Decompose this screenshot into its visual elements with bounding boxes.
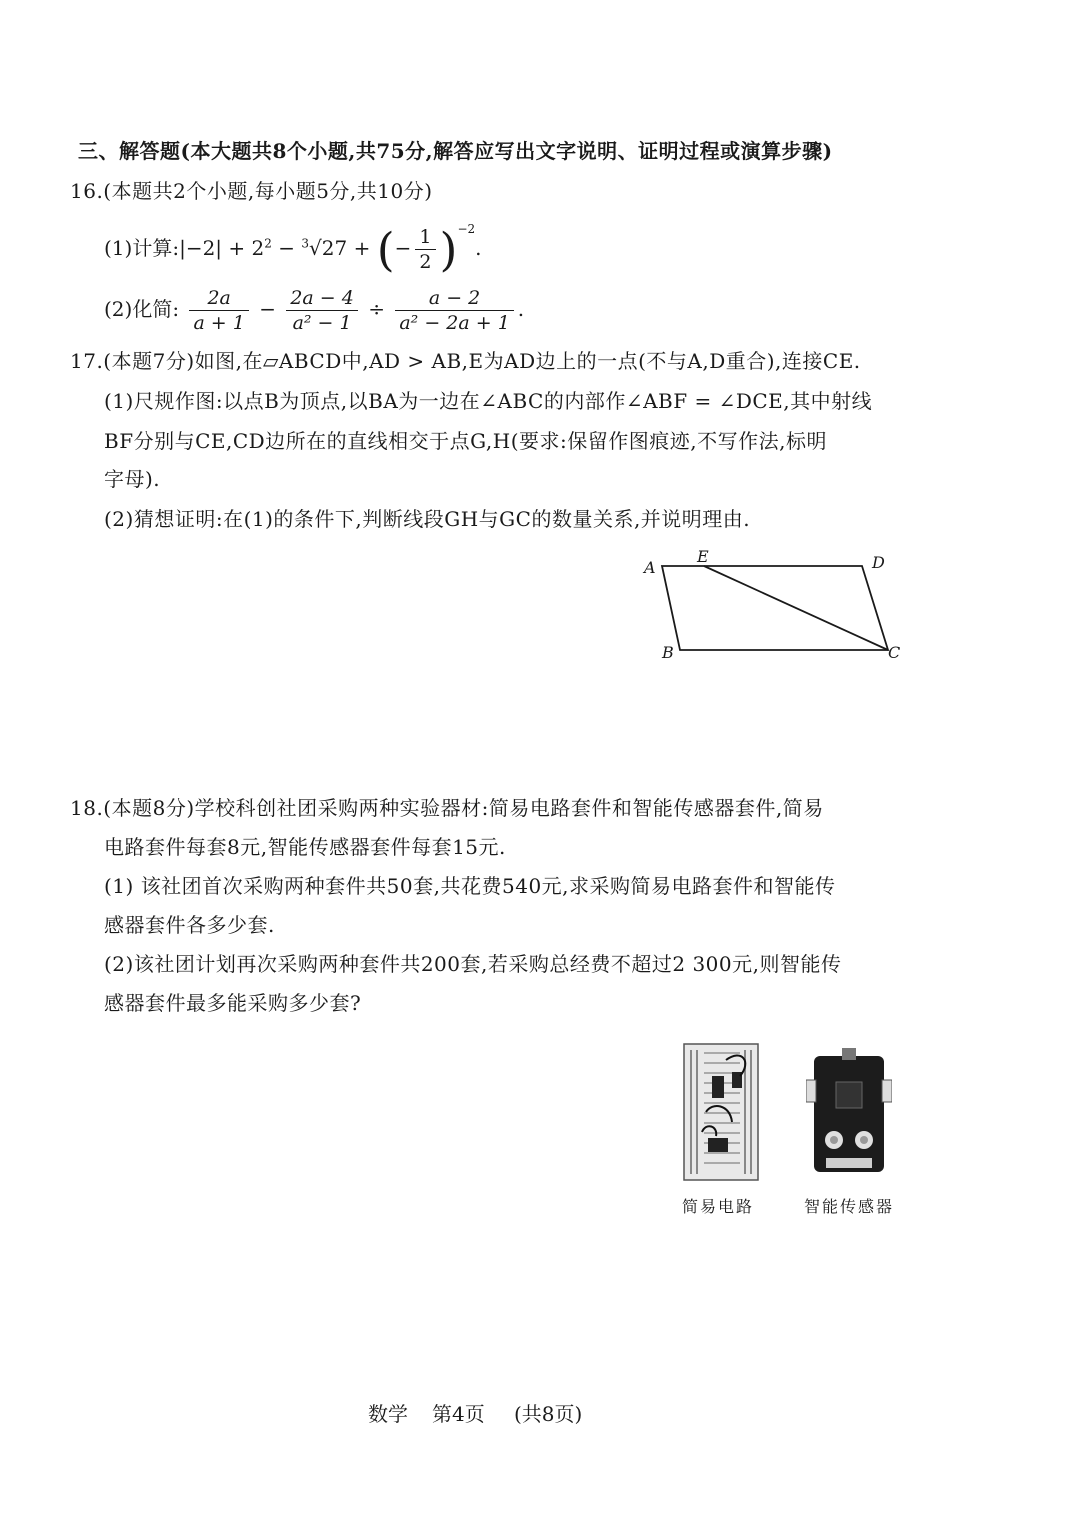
section-heading: 三、解答题(本大题共8个小题,共75分,解答应写出文字说明、证明过程或演算步骤) — [78, 139, 833, 163]
label-a: A — [644, 558, 656, 577]
q16-fraction-1 — [189, 286, 248, 335]
q16-exponent: 2 — [264, 236, 272, 251]
q17-line-5: (2)猜想证明:在(1)的条件下,判断线段GH与GC的数量关系,并说明理由. — [104, 507, 751, 531]
label-c: C — [888, 643, 901, 662]
q16-fraction-2 — [286, 286, 358, 335]
label-e: E — [697, 547, 709, 566]
segment-ce — [704, 566, 888, 650]
label-b: B — [662, 643, 674, 662]
q16-minus: − — [271, 236, 302, 260]
q17-line-2: (1)尺规作图:以点B为顶点,以BA为一边在∠ABC的内部作∠ABF = ∠DCE,其中射线 — [104, 389, 873, 413]
q16-part2-label: (2)化简: — [104, 297, 180, 321]
q17-line-1: 17.(本题7分)如图,在▱ABCD中,AD > AB,E为AD边上的一点(不与A,D重合),连接CE. — [70, 349, 861, 373]
frac-denominator: a + 1 — [193, 312, 245, 334]
footer-subject: 数学 — [368, 1402, 408, 1426]
frac-numerator: 2a − 4 — [286, 286, 358, 311]
q17-line-4: 字母). — [104, 467, 161, 491]
q16-neg-exponent: −2 — [457, 222, 476, 236]
q16-cube-root: √27 — [309, 236, 348, 260]
parallelogram-figure — [630, 540, 910, 670]
q16-half-fraction — [415, 225, 435, 274]
caption-smart-sensor: 智能传感器 — [804, 1197, 895, 1216]
q16-paren-close: ) — [439, 222, 458, 277]
q16-part1 — [104, 216, 482, 277]
q17-line-3: BF分别与CE,CD边所在的直线相交于点G,H(要求:保留作图痕迹,不写作法,标明 — [104, 429, 827, 453]
q16-part2 — [104, 286, 524, 335]
q16-plus-2: + — [347, 236, 377, 260]
frac-numerator: a − 2 — [395, 286, 513, 311]
parallelogram-abcd — [662, 566, 888, 650]
footer-page: 第4页 — [432, 1402, 485, 1426]
smart-sensor-image — [806, 1046, 892, 1176]
q16-abs: |−2| — [179, 236, 223, 260]
q18-line-4: 感器套件各多少套. — [104, 913, 275, 937]
q18-line-2: 电路套件每套8元,智能传感器套件每套15元. — [104, 835, 506, 859]
frac-numerator: 2a — [189, 286, 248, 311]
q16-paren-open: ( — [376, 222, 395, 277]
caption-simple-circuit: 简易电路 — [682, 1197, 755, 1216]
q16-plus: + 2 — [222, 236, 265, 260]
q16-period: . — [475, 236, 482, 260]
q16-root-index: 3 — [301, 236, 310, 251]
frac-denominator: a² − 2a + 1 — [399, 312, 510, 334]
q16-header: 16.(本题共2个小题,每小题5分,共10分) — [70, 179, 433, 203]
frac-denominator: 2 — [419, 251, 432, 273]
q16-part1-label: (1)计算: — [104, 236, 180, 260]
q16-neg: − — [394, 236, 412, 260]
label-d: D — [872, 553, 885, 572]
q16-fraction-3 — [395, 286, 513, 335]
frac-numerator: 1 — [415, 225, 435, 250]
q18-line-6: 感器套件最多能采购多少套? — [104, 991, 362, 1015]
q18-line-5: (2)该社团计划再次采购两种套件共200套,若采购总经费不超过2 300元,则智能传 — [104, 952, 842, 976]
q16-period-2: . — [517, 297, 525, 321]
footer-total: (共8页) — [514, 1402, 583, 1426]
q16-divide-op: ÷ — [368, 297, 385, 321]
q16-minus-op: − — [259, 297, 276, 321]
frac-denominator: a² − 1 — [292, 312, 352, 334]
q18-line-3: (1) 该社团首次采购两种套件共50套,共花费540元,求采购简易电路套件和智能传 — [104, 874, 836, 898]
q18-line-1: 18.(本题8分)学校科创社团采购两种实验器材:简易电路套件和智能传感器套件,简易 — [70, 796, 824, 820]
breadboard-circuit-image — [682, 1042, 760, 1182]
